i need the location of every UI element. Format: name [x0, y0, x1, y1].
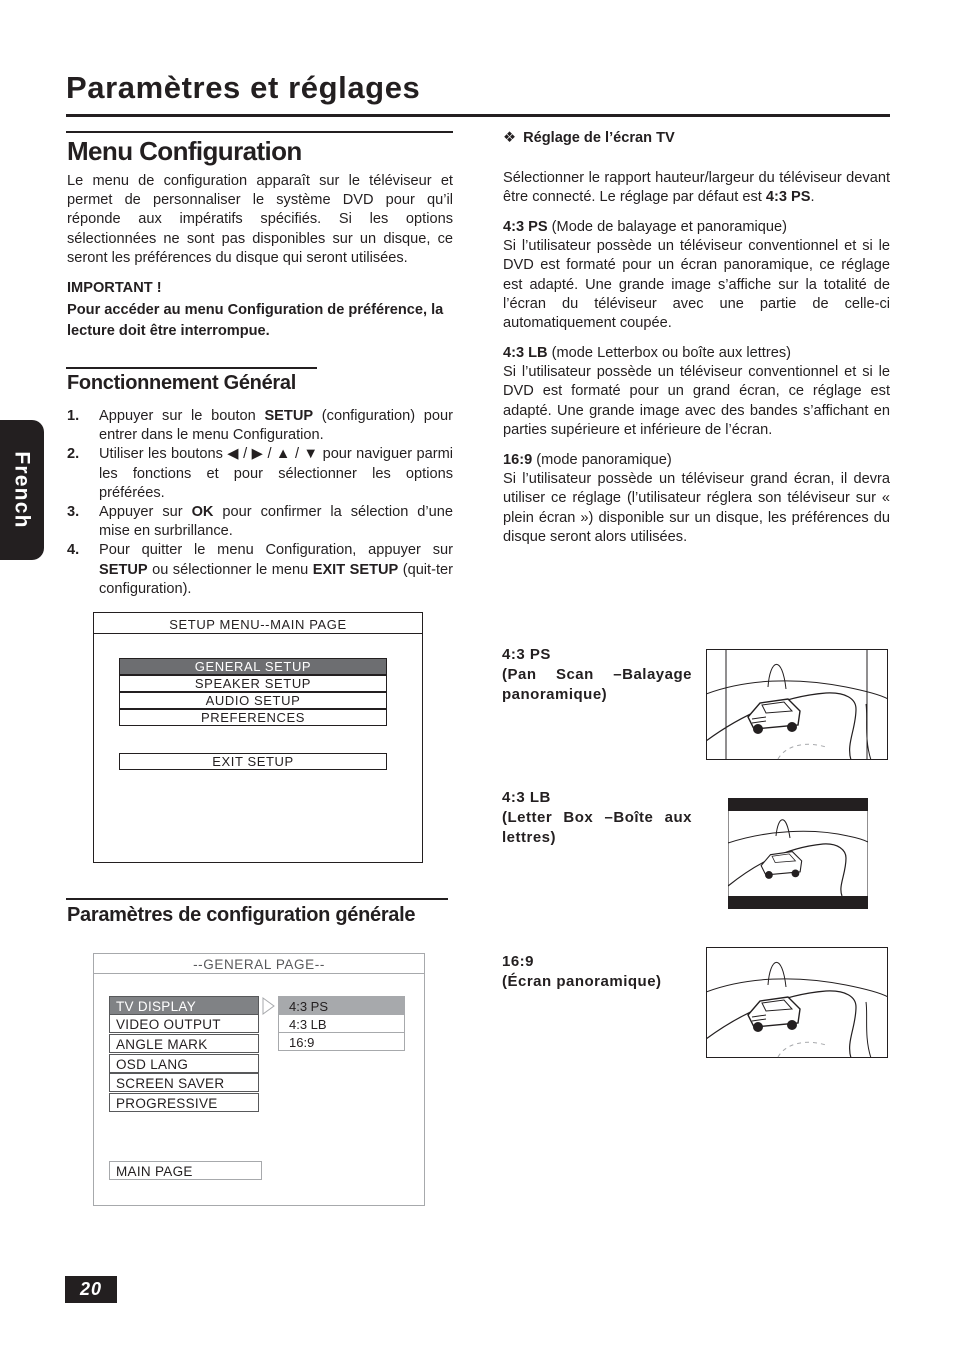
fig-lb-label: 4:3 LB (Letter Box –Boîte aux lettres): [502, 789, 692, 846]
gp-item-osd-lang: OSD LANG: [109, 1054, 259, 1073]
steps-list: [67, 407, 453, 599]
general-page-header: --GENERAL PAGE--: [94, 954, 424, 974]
gp-item-progressive: PROGRESSIVE: [109, 1093, 259, 1112]
pointer-triangle-icon: [262, 997, 276, 1015]
pan-scan-illustration: [706, 649, 888, 760]
step-item: 1. Appuyer sur le bouton SETUP (configuration) pour entrer dans le menu Configuration.: [67, 408, 453, 444]
setup-menu-screen: [93, 612, 423, 863]
menu-item-speaker-setup: SPEAKER SETUP: [119, 675, 387, 692]
letterbox-illustration: [728, 798, 868, 909]
diamond-bullet-icon: ❖: [503, 130, 517, 146]
setup-menu-header: SETUP MENU--MAIN PAGE: [94, 613, 422, 634]
menu-item-audio-setup: AUDIO SETUP: [119, 692, 387, 709]
section-divider: [66, 131, 453, 133]
language-tab: [0, 420, 44, 560]
page-title: Paramètres et réglages: [66, 70, 421, 105]
gp-option-16-9: 16:9: [278, 1032, 405, 1051]
menu-item-preferences: PREFERENCES: [119, 709, 387, 726]
language-tab-label: French: [11, 451, 34, 529]
lb-description: 4:3 LB (mode Letterbox ou boîte aux lettres) Si l’utilisateur possède un téléviseur conventionnel et si le DVD est formaté pour un grand écran, ce réglage est adapté. Une grande image avec des bandes s’affichant en parties supérieure et inférieure de l’écran.: [503, 345, 890, 438]
title-divider: [66, 114, 890, 117]
menu-config-intro: Le menu de configuration apparaît sur le téléviseur et permet de personnaliser le système DVD pour qu’il réponde aux impératifs spécifiés. Si les options sélectionnées ne sont pas disponibles sur un disque, ce seront les préférences du disque qui seront utilisées.: [67, 173, 453, 266]
gp-item-angle-mark: ANGLE MARK: [109, 1034, 259, 1053]
fig-wide-label: 16:9 (Écran panoramique): [502, 953, 662, 990]
menu-config-heading: Menu Configuration: [67, 136, 302, 166]
tv-intro: Sélectionner le rapport hauteur/largeur du téléviseur devant être connecté. Le réglage par défaut est 4:3 PS.: [503, 170, 890, 206]
menu-item-exit-setup: EXIT SETUP: [119, 753, 387, 770]
section-divider: [66, 898, 448, 900]
step-item: 4. Pour quitter le menu Configuration, appuyer sur SETUP ou sélectionner le menu EXIT SETUP (quit-ter configuration).: [67, 542, 453, 597]
page-number: 20: [65, 1276, 117, 1303]
wide-description: 16:9 (mode panoramique) Si l’utilisateur possède un téléviseur grand écran, il devra utiliser ce réglage (l’utilisateur réglera son téléviseur sur « plein écran ») disponible sur un disque, les préférences du disque seront alors utilisées.: [503, 452, 890, 545]
fig-ps-label: 4:3 PS (Pan Scan –Balayage panoramique): [502, 646, 692, 703]
general-page-screen: [93, 953, 425, 1206]
gp-option-4-3-ps: 4:3 PS: [278, 996, 405, 1015]
general-params-heading: Paramètres de configuration générale: [67, 904, 416, 926]
ps-description: 4:3 PS (Mode de balayage et panoramique) Si l’utilisateur possède un téléviseur conventionnel et si le DVD est formaté pour un écran panoramique, ce réglage est adapté. Une grande image s’affiche sur la totalité de l’écran du téléviseur avec une partie de celle-ci automatiquement coupée.: [503, 219, 890, 332]
important-text: Pour accéder au menu Configuration de préférence, la lecture doit être interrompue.: [67, 302, 444, 339]
tv-display-heading: ❖ Réglage de l’écran TV: [503, 129, 675, 148]
gp-main-page: MAIN PAGE: [109, 1161, 262, 1180]
step-item: 2. Utiliser les boutons ◀ / ▶ / ▲ / ▼ pour naviguer parmi les fonctions et pour sélectionner les options préférées.: [67, 446, 453, 501]
widescreen-illustration: [706, 947, 888, 1058]
menu-item-general-setup: GENERAL SETUP: [119, 658, 387, 675]
section-divider: [66, 367, 317, 369]
gp-item-tv-display: TV DISPLAY: [109, 996, 259, 1015]
gp-item-screen-saver: SCREEN SAVER: [109, 1073, 259, 1092]
general-operation-heading: Fonctionnement Général: [67, 372, 296, 394]
gp-item-video-output: VIDEO OUTPUT: [109, 1014, 259, 1033]
gp-option-4-3-lb: 4:3 LB: [278, 1014, 405, 1033]
step-item: 3. Appuyer sur OK pour confirmer la sélection d’une mise en surbrillance.: [67, 504, 453, 540]
important-label: IMPORTANT !: [67, 280, 162, 296]
